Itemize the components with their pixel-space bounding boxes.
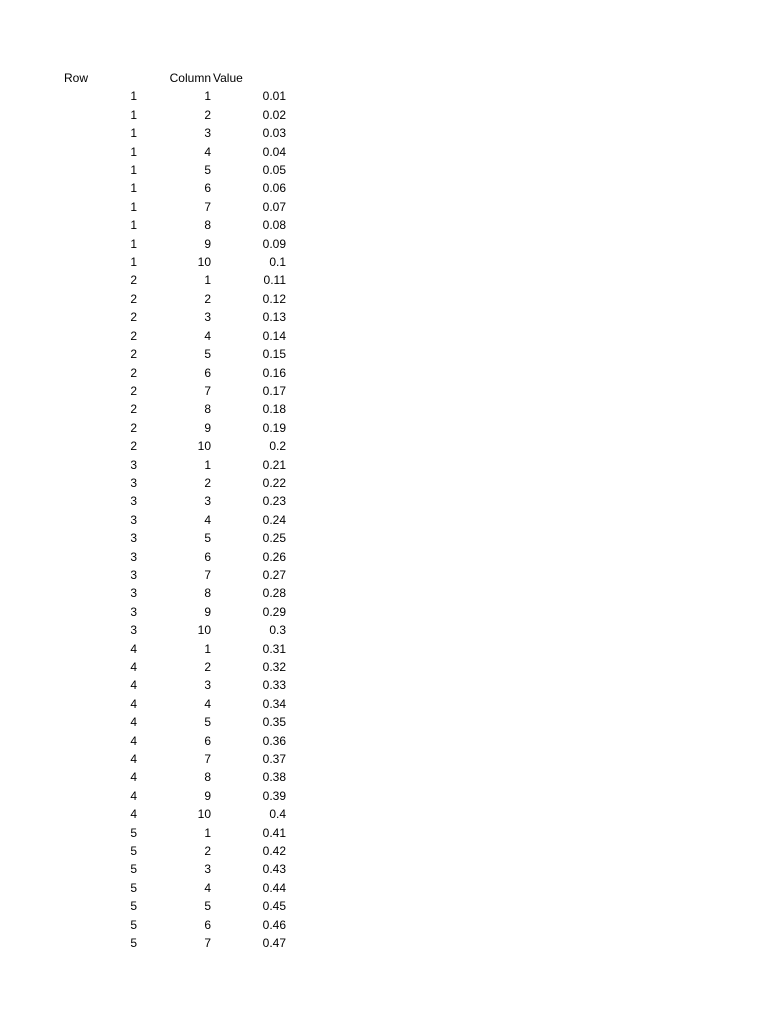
value-cell: 0.42	[262, 844, 286, 859]
table-row	[0, 916, 286, 934]
column-number-cell: 4	[204, 512, 211, 527]
row-number-cell: 4	[130, 678, 137, 693]
value-cell: 0.18	[262, 402, 286, 417]
value-cell: 0.36	[262, 733, 286, 748]
spacer-cell	[0, 787, 64, 805]
column-number-cell: 7	[204, 199, 211, 214]
row-number-cell: 2	[130, 328, 137, 343]
column-number-cell: 10	[197, 623, 211, 638]
row-number-cell: 4	[130, 641, 137, 656]
table-row	[0, 842, 286, 860]
table-row	[0, 603, 286, 621]
row-number-cell: 5	[130, 844, 137, 859]
spacer-cell	[0, 143, 64, 161]
spacer-cell	[0, 69, 64, 87]
spacer-cell	[0, 364, 64, 382]
column-number-cell: 2	[204, 844, 211, 859]
row-number-cell: 3	[130, 531, 137, 546]
value-cell: 0.22	[262, 475, 286, 490]
column-number-cell: 4	[204, 880, 211, 895]
header-value-label: Value	[213, 71, 243, 85]
table-row	[0, 584, 286, 602]
value-cell: 0.29	[262, 604, 286, 619]
table-row	[0, 732, 286, 750]
spacer-cell	[0, 419, 64, 437]
value-cell: 0.25	[262, 531, 286, 546]
table-row	[0, 106, 286, 124]
row-number-cell: 2	[130, 383, 137, 398]
value-cell: 0.3	[269, 623, 286, 638]
value-cell: 0.24	[262, 512, 286, 527]
table-row	[0, 787, 286, 805]
table-row	[0, 658, 286, 676]
spacer-cell	[0, 713, 64, 731]
spacer-cell	[0, 124, 64, 142]
row-number-cell: 2	[130, 365, 137, 380]
column-number-cell: 3	[204, 126, 211, 141]
table-row	[0, 713, 286, 731]
column-number-cell: 8	[204, 402, 211, 417]
spacer-cell	[0, 106, 64, 124]
table-row	[0, 235, 286, 253]
table-row	[0, 676, 286, 694]
table-row	[0, 161, 286, 179]
row-number-cell: 3	[130, 586, 137, 601]
column-number-cell: 6	[204, 181, 211, 196]
column-number-cell: 6	[204, 733, 211, 748]
spacer-cell	[0, 474, 64, 492]
spacer-cell	[0, 805, 64, 823]
row-number-cell: 1	[130, 199, 137, 214]
table-body	[0, 87, 286, 952]
spacer-cell	[0, 732, 64, 750]
column-number-cell: 1	[204, 457, 211, 472]
spacer-cell	[0, 161, 64, 179]
table-row	[0, 382, 286, 400]
table-row	[0, 179, 286, 197]
row-number-cell: 3	[130, 512, 137, 527]
row-number-cell: 2	[130, 347, 137, 362]
column-number-cell: 7	[204, 567, 211, 582]
column-number-cell: 5	[204, 899, 211, 914]
row-number-cell: 4	[130, 752, 137, 767]
row-number-cell: 2	[130, 273, 137, 288]
row-number-cell: 3	[130, 604, 137, 619]
table-row	[0, 750, 286, 768]
value-cell: 0.43	[262, 862, 286, 877]
spacer-cell	[0, 860, 64, 878]
table-row	[0, 566, 286, 584]
table-row	[0, 271, 286, 289]
row-number-cell: 1	[130, 89, 137, 104]
table-row	[0, 805, 286, 823]
row-number-cell: 4	[130, 696, 137, 711]
row-number-cell: 5	[130, 936, 137, 951]
value-cell: 0.19	[262, 420, 286, 435]
table-row	[0, 290, 286, 308]
column-number-cell: 1	[204, 825, 211, 840]
value-cell: 0.26	[262, 549, 286, 564]
column-number-cell: 3	[204, 862, 211, 877]
spacer-cell	[0, 879, 64, 897]
spacer-cell	[0, 934, 64, 952]
row-number-cell: 3	[130, 623, 137, 638]
row-number-cell: 4	[130, 715, 137, 730]
value-cell: 0.16	[262, 365, 286, 380]
column-number-cell: 3	[204, 494, 211, 509]
value-cell: 0.15	[262, 347, 286, 362]
spacer-cell	[0, 676, 64, 694]
header-row	[0, 69, 286, 87]
spacer-cell	[0, 437, 64, 455]
spacer-cell	[0, 621, 64, 639]
column-number-cell: 4	[204, 144, 211, 159]
value-cell: 0.02	[262, 107, 286, 122]
spacer-cell	[0, 584, 64, 602]
column-number-cell: 10	[197, 439, 211, 454]
value-cell: 0.07	[262, 199, 286, 214]
table-row	[0, 695, 286, 713]
row-number-cell: 5	[130, 862, 137, 877]
value-cell: 0.06	[262, 181, 286, 196]
spacer-cell	[0, 566, 64, 584]
value-cell: 0.37	[262, 752, 286, 767]
value-cell: 0.05	[262, 163, 286, 178]
table-row	[0, 198, 286, 216]
column-number-cell: 7	[204, 383, 211, 398]
spacer-cell	[0, 345, 64, 363]
spacer-cell	[0, 327, 64, 345]
column-number-cell: 10	[197, 255, 211, 270]
column-number-cell: 7	[204, 752, 211, 767]
table-row	[0, 492, 286, 510]
row-number-cell: 5	[130, 917, 137, 932]
table-row	[0, 216, 286, 234]
row-number-cell: 4	[130, 807, 137, 822]
column-number-cell: 7	[204, 936, 211, 951]
table-row	[0, 640, 286, 658]
value-cell: 0.33	[262, 678, 286, 693]
spacer-cell	[0, 529, 64, 547]
row-number-cell: 1	[130, 144, 137, 159]
table-row	[0, 621, 286, 639]
column-number-cell: 4	[204, 696, 211, 711]
spacer-cell	[0, 548, 64, 566]
spacer-cell	[0, 603, 64, 621]
value-cell: 0.13	[262, 310, 286, 325]
spacer-cell	[0, 382, 64, 400]
column-number-cell: 3	[204, 678, 211, 693]
table-row	[0, 879, 286, 897]
value-cell: 0.17	[262, 383, 286, 398]
row-number-cell: 5	[130, 899, 137, 914]
row-number-cell: 4	[130, 788, 137, 803]
value-cell: 0.12	[262, 291, 286, 306]
value-cell: 0.08	[262, 218, 286, 233]
value-cell: 0.11	[263, 273, 286, 288]
row-number-cell: 3	[130, 494, 137, 509]
spacer-cell	[0, 271, 64, 289]
column-number-cell: 1	[204, 273, 211, 288]
column-number-cell: 5	[204, 163, 211, 178]
table-row	[0, 364, 286, 382]
row-number-cell: 1	[130, 107, 137, 122]
value-cell: 0.41	[262, 825, 286, 840]
row-number-cell: 4	[130, 770, 137, 785]
spacer-cell	[0, 492, 64, 510]
column-number-cell: 8	[204, 218, 211, 233]
column-number-cell: 6	[204, 549, 211, 564]
column-number-cell: 1	[204, 89, 211, 104]
table-row	[0, 474, 286, 492]
value-cell: 0.34	[262, 696, 286, 711]
column-number-cell: 2	[204, 475, 211, 490]
row-number-cell: 2	[130, 420, 137, 435]
spacer-cell	[0, 842, 64, 860]
spacer-cell	[0, 658, 64, 676]
table-row	[0, 437, 286, 455]
column-number-cell: 2	[204, 107, 211, 122]
column-number-cell: 4	[204, 328, 211, 343]
value-cell: 0.44	[262, 880, 286, 895]
row-number-cell: 2	[130, 310, 137, 325]
spacer-cell	[0, 253, 64, 271]
column-number-cell: 9	[204, 236, 211, 251]
value-cell: 0.45	[262, 899, 286, 914]
column-number-cell: 2	[204, 660, 211, 674]
row-number-cell: 5	[130, 880, 137, 895]
value-cell: 0.35	[262, 715, 286, 730]
header-column-label: Column	[169, 71, 211, 85]
column-number-cell: 5	[204, 715, 211, 730]
table-row	[0, 253, 286, 271]
column-number-cell: 6	[204, 917, 211, 932]
table-row	[0, 529, 286, 547]
value-cell: 0.27	[262, 567, 286, 582]
table-row	[0, 124, 286, 142]
table-row	[0, 934, 286, 952]
spacer-cell	[0, 511, 64, 529]
row-number-cell: 3	[130, 475, 137, 490]
value-cell: 0.46	[262, 917, 286, 932]
spacer-cell	[0, 824, 64, 842]
spacer-cell	[0, 308, 64, 326]
spacer-cell	[0, 897, 64, 915]
spacer-cell	[0, 750, 64, 768]
row-number-cell: 2	[130, 439, 137, 454]
table-row	[0, 768, 286, 786]
table-row	[0, 345, 286, 363]
table-row	[0, 87, 286, 105]
table-row	[0, 824, 286, 842]
value-cell: 0.28	[262, 586, 286, 601]
table-row	[0, 400, 286, 418]
value-cell: 0.14	[262, 328, 286, 343]
column-number-cell: 6	[204, 365, 211, 380]
column-number-cell: 9	[204, 604, 211, 619]
row-number-cell: 4	[130, 733, 137, 748]
row-number-cell: 3	[130, 549, 137, 564]
table-row	[0, 143, 286, 161]
spacer-cell	[0, 216, 64, 234]
spacer-cell	[0, 695, 64, 713]
spacer-cell	[0, 235, 64, 253]
column-number-cell: 9	[204, 420, 211, 435]
value-cell: 0.04	[262, 144, 286, 159]
row-number-cell: 4	[130, 660, 137, 674]
table-row	[0, 860, 286, 878]
spacer-cell	[0, 87, 64, 105]
table-row	[0, 308, 286, 326]
spacer-cell	[0, 179, 64, 197]
row-number-cell: 3	[130, 567, 137, 582]
spacer-cell	[0, 290, 64, 308]
table-row	[0, 419, 286, 437]
column-number-cell: 3	[204, 310, 211, 325]
table-row	[0, 511, 286, 529]
spacer-cell	[0, 916, 64, 934]
column-number-cell: 9	[204, 788, 211, 803]
spacer-cell	[0, 456, 64, 474]
row-number-cell: 2	[130, 402, 137, 417]
value-cell: 0.1	[269, 255, 286, 270]
spacer-cell	[0, 768, 64, 786]
header-row-label: Row	[64, 71, 89, 85]
column-number-cell: 8	[204, 770, 211, 785]
value-cell: 0.23	[262, 494, 286, 509]
value-cell: 0.01	[262, 89, 286, 104]
row-number-cell: 2	[130, 291, 137, 306]
spacer-cell	[0, 198, 64, 216]
column-number-cell: 8	[204, 586, 211, 601]
value-cell: 0.03	[262, 126, 286, 141]
value-cell: 0.31	[262, 641, 286, 656]
row-number-cell: 1	[130, 163, 137, 178]
column-number-cell: 2	[204, 291, 211, 306]
value-cell: 0.39	[262, 788, 286, 803]
row-number-cell: 1	[130, 181, 137, 196]
table-row	[0, 548, 286, 566]
value-cell: 0.32	[262, 660, 286, 674]
value-cell: 0.09	[262, 236, 286, 251]
value-cell: 0.21	[262, 457, 286, 472]
value-cell: 0.4	[269, 807, 286, 822]
value-cell: 0.38	[262, 770, 286, 785]
spacer-cell	[0, 640, 64, 658]
column-number-cell: 5	[204, 347, 211, 362]
column-number-cell: 1	[204, 641, 211, 656]
row-number-cell: 1	[130, 126, 137, 141]
data-table	[0, 69, 286, 953]
spacer-cell	[0, 400, 64, 418]
row-number-cell: 1	[130, 218, 137, 233]
table-row	[0, 456, 286, 474]
column-number-cell: 5	[204, 531, 211, 546]
table-row	[0, 897, 286, 915]
row-number-cell: 5	[130, 825, 137, 840]
row-number-cell: 1	[130, 255, 137, 270]
value-cell: 0.2	[269, 439, 286, 454]
table-row	[0, 327, 286, 345]
value-cell: 0.47	[262, 936, 286, 951]
row-number-cell: 3	[130, 457, 137, 472]
row-number-cell: 1	[130, 236, 137, 251]
column-number-cell: 10	[197, 807, 211, 822]
